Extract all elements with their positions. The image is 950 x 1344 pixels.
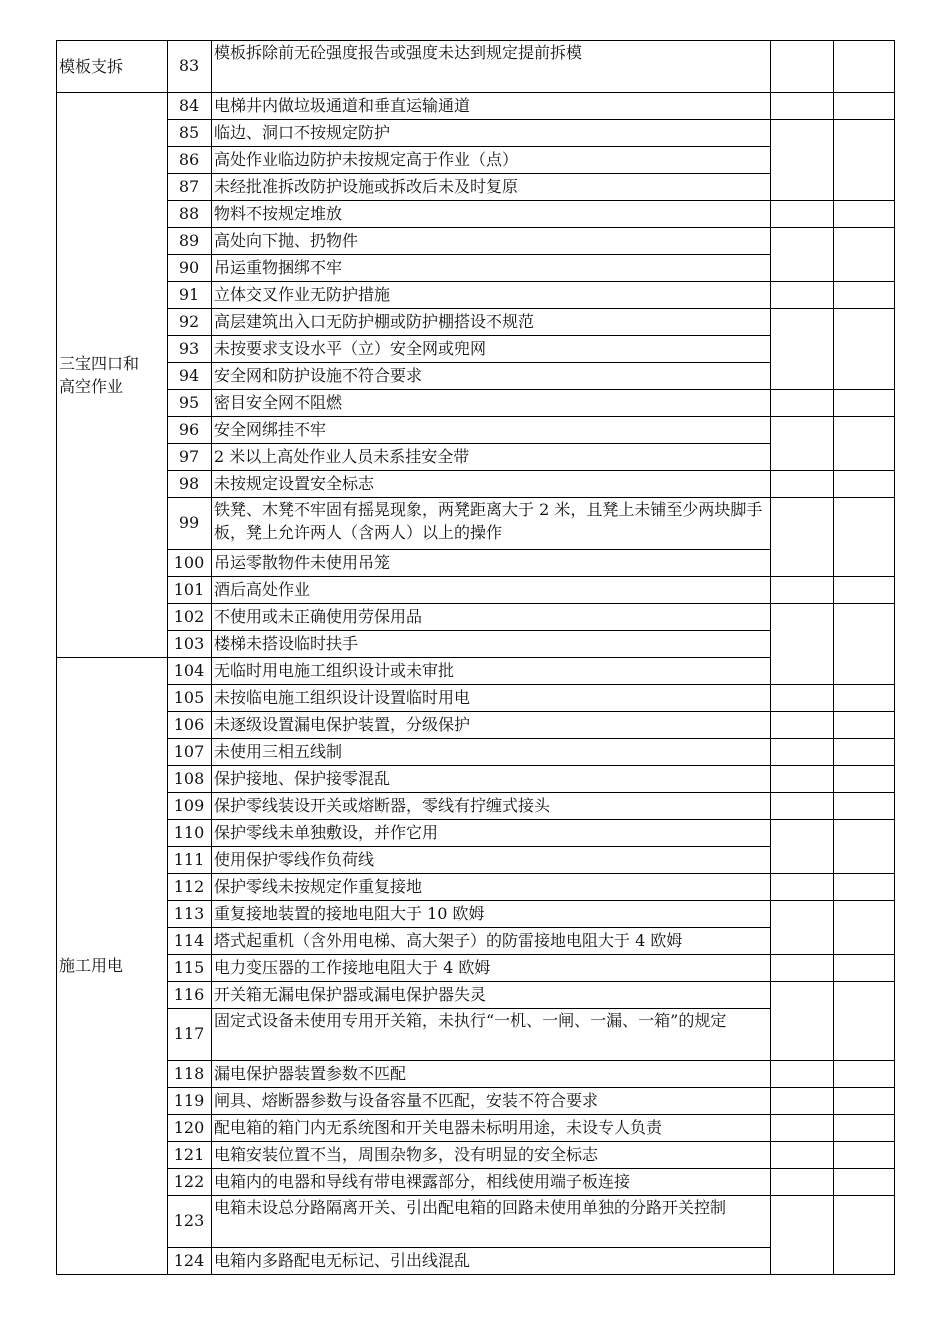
row-number: 117 [173,1024,205,1043]
check-cell-border [770,200,894,201]
check-cell-border [770,308,894,309]
row-number: 84 [178,96,200,115]
row-description: 电箱安装位置不当，周围杂物多，没有明显的安全标志 [214,1145,599,1164]
check-cell-border [770,497,894,498]
row-description: 吊运零散物件未使用吊笼 [214,553,391,572]
row-number: 104 [173,661,205,680]
check-cell-border [770,281,894,282]
row-number: 86 [178,150,200,169]
row-number: 90 [178,258,200,277]
check-cell-border [770,792,894,793]
row-number: 124 [173,1251,205,1270]
category-label: 施工用电 [59,956,124,975]
row-number: 111 [173,850,205,869]
row-description: 高处作业临边防护未按规定高于作业（点） [214,150,519,169]
check-cell-border [770,684,894,685]
row-description: 电箱未设总分路隔离开关、引出配电箱的回路未使用单独的分路开关控制 [214,1198,727,1217]
row-description: 2 米以上高处作业人员未系挂安全带 [214,447,470,466]
row-number: 96 [178,420,200,439]
row-description: 闸具、熔断器参数与设备容量不匹配，安装不符合要求 [214,1091,599,1110]
check-cell-border [770,873,894,874]
column-border-5 [894,40,895,1275]
check-cell-border [770,738,894,739]
row-description: 未按要求支设水平（立）安全网或兜网 [214,339,487,358]
row-number: 108 [173,769,205,788]
check-cell-border [770,1060,894,1061]
row-description: 立体交叉作业无防护措施 [214,285,391,304]
row-number: 101 [173,580,205,599]
row-description: 未使用三相五线制 [214,742,343,761]
row-description: 电箱内的电器和导线有带电裸露部分，相线使用端子板连接 [214,1172,631,1191]
row-description: 安全网绑挂不牢 [214,420,327,439]
check-cell-border [770,470,894,471]
check-cell-border [770,819,894,820]
row-description: 未经批准拆改防护设施或拆改后未及时复原 [214,177,519,196]
row-description: 漏电保护器装置参数不匹配 [214,1064,407,1083]
row-description: 模板拆除前无砼强度报告或强度未达到规定提前拆模 [214,43,583,62]
row-description: 未按规定设置安全标志 [214,474,375,493]
row-number: 85 [178,123,200,142]
check-cell-border [770,981,894,982]
row-description: 物料不按规定堆放 [214,204,343,223]
row-number: 107 [173,742,205,761]
row-description: 电箱内多路配电无标记、引出线混乱 [214,1251,471,1270]
row-number: 87 [178,177,200,196]
row-number: 116 [173,985,205,1004]
row-number: 97 [178,447,200,466]
column-border-4 [833,40,834,1275]
row-number: 83 [178,56,200,75]
row-description: 电梯井内做垃圾通道和垂直运输通道 [214,96,471,115]
row-description: 保护零线未单独敷设，并作它用 [214,823,439,842]
check-cell-border [770,1114,894,1115]
row-description: 铁凳、木凳不牢固有摇晃现象，两凳距离大于 2 米，且凳上未铺至少两块脚手板，凳上允许两人（含两人）以上的操作 [214,500,763,542]
row-number: 118 [173,1064,205,1083]
row-description: 高处向下抛、扔物件 [214,231,359,250]
row-description: 不使用或未正确使用劳保用品 [214,607,423,626]
row-description: 无临时用电施工组织设计或未审批 [214,661,455,680]
check-cell-border [770,765,894,766]
row-number: 120 [173,1118,205,1137]
check-cell-border [770,1274,894,1275]
row-number: 119 [173,1091,205,1110]
check-cell-border [770,576,894,577]
row-number: 115 [173,958,205,977]
row-number: 100 [173,553,205,572]
row-description: 电力变压器的工作接地电阻大于 4 欧姆 [214,958,491,977]
check-cell-border [770,954,894,955]
row-number: 121 [173,1145,205,1164]
check-cell-border [770,711,894,712]
row-number: 123 [173,1211,205,1230]
check-cell-border [770,119,894,120]
row-number: 89 [178,231,200,250]
row-number: 88 [178,204,200,223]
row-description: 临边、洞口不按规定防护 [214,123,391,142]
row-number: 114 [173,931,205,950]
row-number: 106 [173,715,205,734]
row-number: 95 [178,393,200,412]
row-number: 94 [178,366,200,385]
check-cell-border [770,227,894,228]
check-cell-border [770,1141,894,1142]
check-cell-border [770,416,894,417]
row-number: 109 [173,796,205,815]
category-border [56,92,167,93]
row-description: 使用保护零线作负荷线 [214,850,375,869]
row-number: 112 [173,877,205,896]
check-cell-border [770,1168,894,1169]
row-description: 未逐级设置漏电保护装置，分级保护 [214,715,471,734]
check-cell-border [770,1195,894,1196]
row-description: 吊运重物捆绑不牢 [214,258,343,277]
row-description: 塔式起重机（含外用电梯、高大架子）的防雷接地电阻大于 4 欧姆 [214,931,683,950]
row-number: 102 [173,607,205,626]
row-description: 未按临电施工组织设计设置临时用电 [214,688,471,707]
check-cell-border [770,900,894,901]
row-number: 103 [173,634,205,653]
row-number: 93 [178,339,200,358]
row-number: 91 [178,285,200,304]
check-cell-border [770,389,894,390]
row-number: 92 [178,312,200,331]
row-number: 105 [173,688,205,707]
row-description: 重复接地装置的接地电阻大于 10 欧姆 [214,904,485,923]
category-label: 三宝四口和 高空作业 [59,353,140,396]
row-description: 密目安全网不阻燃 [214,393,343,412]
row-description: 配电箱的箱门内无系统图和开关电器未标明用途，未设专人负责 [214,1118,663,1137]
row-description: 开关箱无漏电保护器或漏电保护器失灵 [214,985,487,1004]
row-description: 固定式设备未使用专用开关箱，未执行“一机、一闸、一漏、一箱”的规定 [214,1011,727,1030]
row-number: 99 [178,513,200,532]
row-description: 高层建筑出入口无防护棚或防护棚搭设不规范 [214,312,535,331]
row-description: 保护零线未按规定作重复接地 [214,877,423,896]
row-number: 122 [173,1172,205,1191]
row-description: 保护零线装设开关或熔断器，零线有拧缠式接头 [214,796,551,815]
row-description: 安全网和防护设施不符合要求 [214,366,423,385]
check-cell-border [770,1087,894,1088]
check-cell-border [770,603,894,604]
row-number: 113 [173,904,205,923]
row-description: 楼梯未搭设临时扶手 [214,634,359,653]
row-number: 110 [173,823,205,842]
row-description: 酒后高处作业 [214,580,311,599]
row-number: 98 [178,474,200,493]
row-description: 保护接地、保护接零混乱 [214,769,391,788]
check-cell-border [770,92,894,93]
category-label: 模板支拆 [59,56,124,76]
category-border [56,657,167,658]
